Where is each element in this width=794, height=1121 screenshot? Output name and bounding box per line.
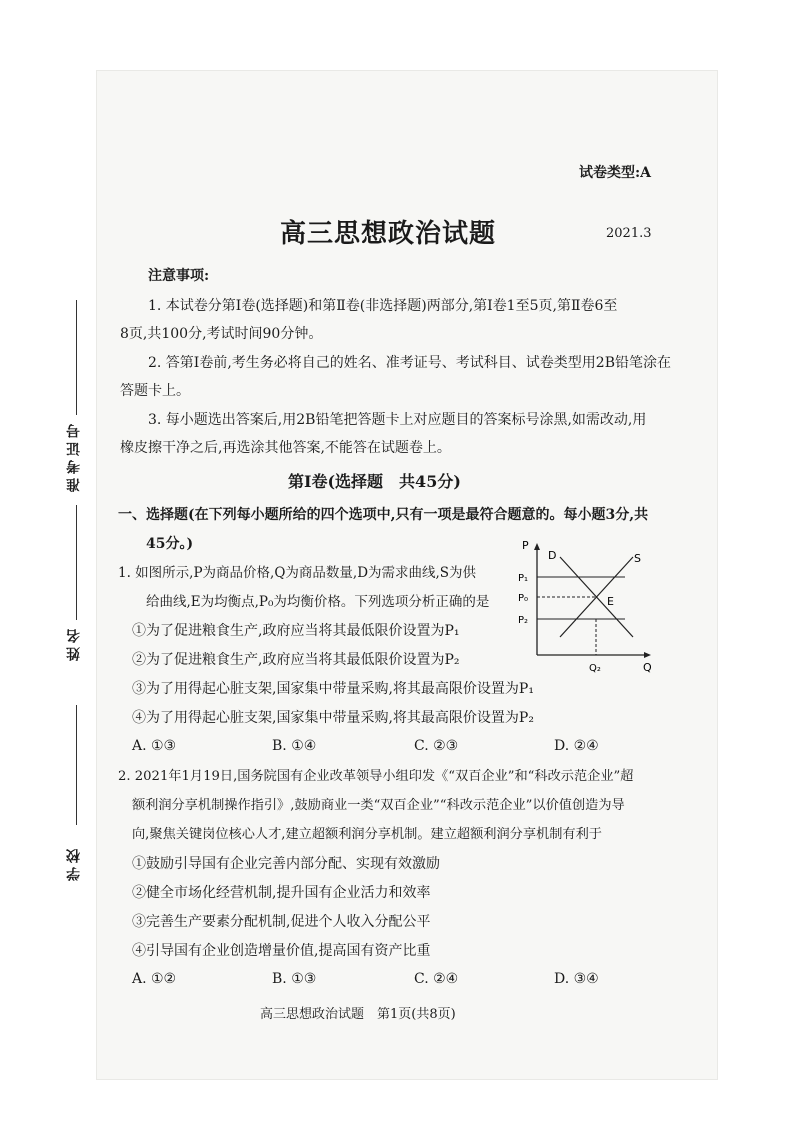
- section-title: 第Ⅰ卷(选择题 共45分): [288, 472, 461, 491]
- p0-label: P₀: [518, 593, 529, 604]
- q2-option-a: A. ①②: [132, 971, 177, 987]
- school-line: [76, 705, 77, 825]
- q1-option-d: D. ②④: [554, 738, 599, 754]
- notice-item-1: 1. 本试卷分第Ⅰ卷(选择题)和第Ⅱ卷(非选择题)两部分,第Ⅰ卷1至5页,第Ⅱ卷6至: [148, 298, 618, 314]
- q2-statement-3: ③完善生产要素分配机制,促进个人收入分配公平: [132, 914, 431, 930]
- p1-label: P₁: [518, 573, 529, 584]
- q1-statement-4: ④为了用得起心脏支架,国家集中带量采购,将其最高限价设置为P₂: [132, 710, 534, 726]
- page-footer: 高三思想政治试题 第1页(共8页): [260, 1007, 456, 1022]
- q2-statement-4: ④引导国有企业创造增量价值,提高国有资产比重: [132, 943, 431, 959]
- exam-id-label: 准考证号: [66, 420, 82, 492]
- q1-stem-cont: 给曲线,E为均衡点,P₀为均衡价格。下列选项分析正确的是: [146, 594, 490, 610]
- q2-option-d: D. ③④: [554, 971, 599, 987]
- q2-stem: 2. 2021年1月19日,国务院国有企业改革领导小组印发《“双百企业”和“科改示范企业”超: [118, 769, 634, 784]
- school-label: 学校: [66, 845, 82, 881]
- q1-option-a: A. ①③: [132, 738, 177, 754]
- q1-statement-3: ③为了用得起心脏支架,国家集中带量采购,将其最高限价设置为P₁: [132, 681, 534, 697]
- q2-statement-2: ②健全市场化经营机制,提升国有企业活力和效率: [132, 885, 431, 901]
- q2-stem-cont-1: 额利润分享机制操作指引》,鼓励商业一类“双百企业”“科改示范企业”以价值创造为导: [132, 798, 625, 813]
- q2-option-c: C. ②④: [414, 971, 459, 987]
- q1-stem: 1. 如图所示,P为商品价格,Q为商品数量,D为需求曲线,S为供: [118, 565, 477, 581]
- equilibrium-label: E: [607, 595, 614, 608]
- notice-item-1-cont: 8页,共100分,考试时间90分钟。: [120, 326, 323, 342]
- exam-date: 2021.3: [606, 226, 652, 241]
- notice-item-3-cont: 橡皮擦干净之后,再选涂其他答案,不能答在试题卷上。: [120, 440, 451, 456]
- name-line: [76, 505, 77, 620]
- supply-label: S: [634, 552, 641, 565]
- p2-label: P₂: [518, 615, 529, 626]
- section-instruction-cont: 45分。): [146, 536, 194, 552]
- q2-label: Q₂: [589, 663, 601, 674]
- graph-x-axis-label: Q: [643, 661, 652, 674]
- q1-option-b: B. ①④: [272, 738, 317, 754]
- notice-item-2: 2. 答第Ⅰ卷前,考生务必将自己的姓名、准考证号、考试科目、试卷类型用2B铅笔涂在: [148, 355, 671, 371]
- notice-item-2-cont: 答题卡上。: [120, 383, 190, 399]
- scan-margin: [0, 0, 96, 1121]
- q2-statement-1: ①鼓励引导国有企业完善内部分配、实现有效激励: [132, 856, 440, 872]
- q1-option-c: C. ②③: [414, 738, 459, 754]
- paper-type: 试卷类型:A: [579, 165, 652, 181]
- q1-statement-2: ②为了促进粮食生产,政府应当将其最低限价设置为P₂: [132, 652, 460, 668]
- q2-stem-cont-2: 向,聚焦关键岗位核心人才,建立超额利润分享机制。建立超额利润分享机制有利于: [132, 827, 602, 842]
- notice-heading: 注意事项:: [148, 268, 210, 284]
- supply-demand-graph: [515, 535, 660, 680]
- exam-id-line: [76, 300, 77, 415]
- notice-item-3: 3. 每小题选出答案后,用2B铅笔把答题卡上对应题目的答案标号涂黑,如需改动,用: [148, 412, 647, 428]
- q1-statement-1: ①为了促进粮食生产,政府应当将其最低限价设置为P₁: [132, 623, 460, 639]
- q2-option-b: B. ①③: [272, 971, 317, 987]
- name-label: 姓名: [66, 625, 82, 661]
- demand-label: D: [548, 549, 557, 562]
- graph-y-axis-label: P: [522, 539, 529, 552]
- section-instruction: 一、选择题(在下列每小题所给的四个选项中,只有一项是最符合题意的。每小题3分,共: [118, 507, 649, 523]
- page-title: 高三思想政治试题: [280, 219, 497, 249]
